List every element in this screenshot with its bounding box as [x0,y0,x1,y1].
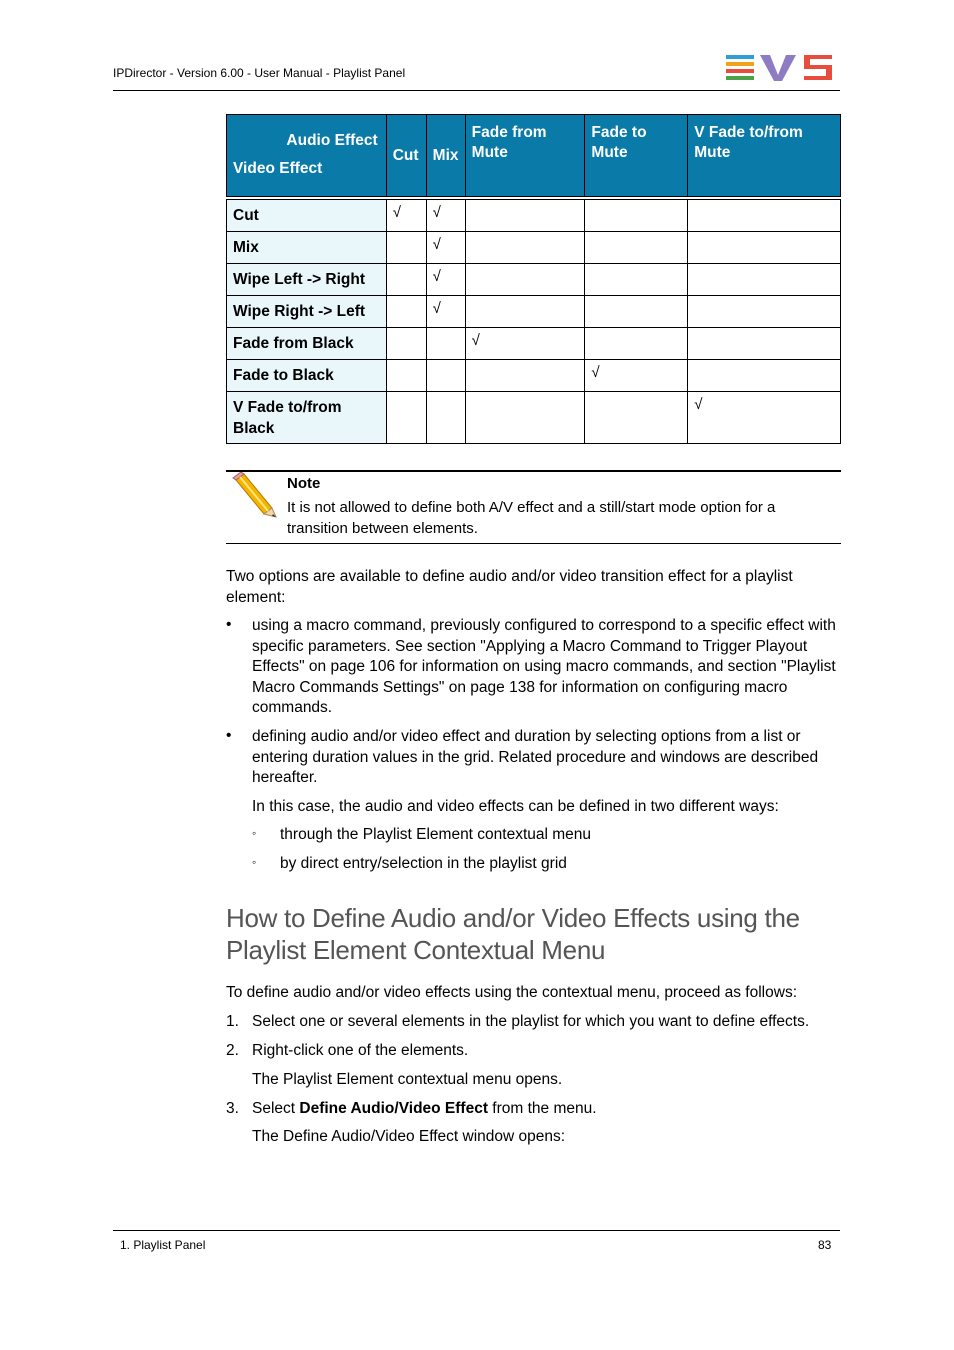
table-cell [426,328,465,360]
procedure-intro: To define audio and/or video effects using the contextual menu, proceed as follows: [226,984,797,1001]
table-cell [465,360,585,392]
header-rule [113,90,840,91]
note-body: It is not allowed to define both A/V effect and a still/start mode option for a transition between elements. [287,499,776,537]
column-header: Cut [386,115,426,197]
corner-video-label: Video Effect [233,160,323,177]
step-text: Select one or several elements in the playlist for which you want to define effects. [252,1013,810,1030]
running-header: IPDirector - Version 6.00 - User Manual - Playlist Panel [113,66,406,80]
menu-command: Define Audio/Video Effect [299,1100,488,1117]
step-number: 3. [226,1100,239,1117]
sub-bullet-item: by direct entry/selection in the playlist grid [280,855,567,872]
table-cell: √ [386,200,426,232]
table-cell: √ [426,264,465,296]
table-cell [386,392,426,444]
row-label: Wipe Right -> Left [227,296,387,328]
table-cell [585,296,688,328]
table-cell [585,264,688,296]
table-cell: √ [465,328,585,360]
row-label: Cut [227,200,387,232]
row-label: V Fade to/from Black [227,392,387,444]
bullet-item: defining audio and/or video effect and duration by selecting options from a list or entering duration values in the grid. Related procedure and windows are described hereafter. [252,728,819,786]
table-cell [426,392,465,444]
bullet-item: using a macro command, previously configured to correspond to a specific effect with specific parameters. See section "Applying a Macro Command to Trigger Playout Effects" on page 106 for information on using macro commands, and section "Playlist Macro Commands Settings" on page 138 for information on configuring macro commands. [252,617,836,716]
row-label: Fade to Black [227,360,387,392]
table-cell [386,264,426,296]
page-number: 83 [818,1238,832,1252]
step-text-post: from the menu. [488,1100,597,1117]
column-header: Fade to Mute [585,115,688,197]
table-cell [386,296,426,328]
bullet-marker: • [226,727,232,744]
table-row [227,328,841,360]
table-row [227,200,841,232]
table-cell [688,296,841,328]
table-cell [688,360,841,392]
footer-rule [113,1230,840,1231]
table-cell [426,360,465,392]
note-top-rule [226,470,841,472]
table-row [227,360,841,392]
table-cell [688,200,841,232]
intro-paragraph: Two options are available to define audio and/or video transition effect for a playlist element: [226,568,793,606]
evs-logo [726,53,834,83]
table-cell [688,232,841,264]
corner-header [227,115,387,197]
step-result: The Playlist Element contextual menu opens. [252,1071,563,1088]
step-text-pre: Select [252,1100,300,1117]
table-cell: √ [585,360,688,392]
table-cell [585,200,688,232]
footer-section: 1. Playlist Panel [120,1238,206,1252]
column-header: V Fade to/from Mute [688,115,841,197]
row-label: Mix [227,232,387,264]
table-cell [465,200,585,232]
table-cell [465,232,585,264]
table-cell: √ [426,232,465,264]
step-text [252,1099,842,1120]
sub-bullet-marker: ◦ [252,855,257,869]
sub-bullet-item: through the Playlist Element contextual menu [280,826,592,843]
section-heading: How to Define Audio and/or Video Effects using the Playlist Element Contextual Menu [226,903,800,965]
row-label: Wipe Left -> Right [227,264,387,296]
table-cell [465,264,585,296]
corner-audio-label: Audio Effect [286,132,378,149]
table-cell [688,328,841,360]
table-cell [585,392,688,444]
table-cell [386,232,426,264]
table-row [227,296,841,328]
pencil-icon [232,472,280,518]
column-header: Mix [426,115,465,197]
table-cell: √ [426,200,465,232]
table-cell [585,328,688,360]
column-header: Fade from Mute [465,115,585,197]
table-cell [386,328,426,360]
table-cell [465,392,585,444]
step-number: 1. [226,1013,239,1030]
table-cell [585,232,688,264]
step-number: 2. [226,1042,239,1059]
note-bottom-rule [226,543,841,544]
table-cell [465,296,585,328]
row-label: Fade from Black [227,328,387,360]
table-header-row [227,115,841,197]
note-title: Note [287,475,321,492]
bullet-marker: • [226,616,232,633]
table-row [227,232,841,264]
sub-bullet-marker: ◦ [252,826,257,840]
table-cell [688,264,841,296]
table-cell [386,360,426,392]
step-result: The Define Audio/Video Effect window opens: [252,1128,566,1145]
table-row [227,392,841,444]
table-cell: √ [688,392,841,444]
table-row [227,264,841,296]
effects-table [226,114,841,444]
sub-intro: In this case, the audio and video effects can be defined in two different ways: [252,798,779,815]
step-text: Right-click one of the elements. [252,1042,469,1059]
table-cell: √ [426,296,465,328]
